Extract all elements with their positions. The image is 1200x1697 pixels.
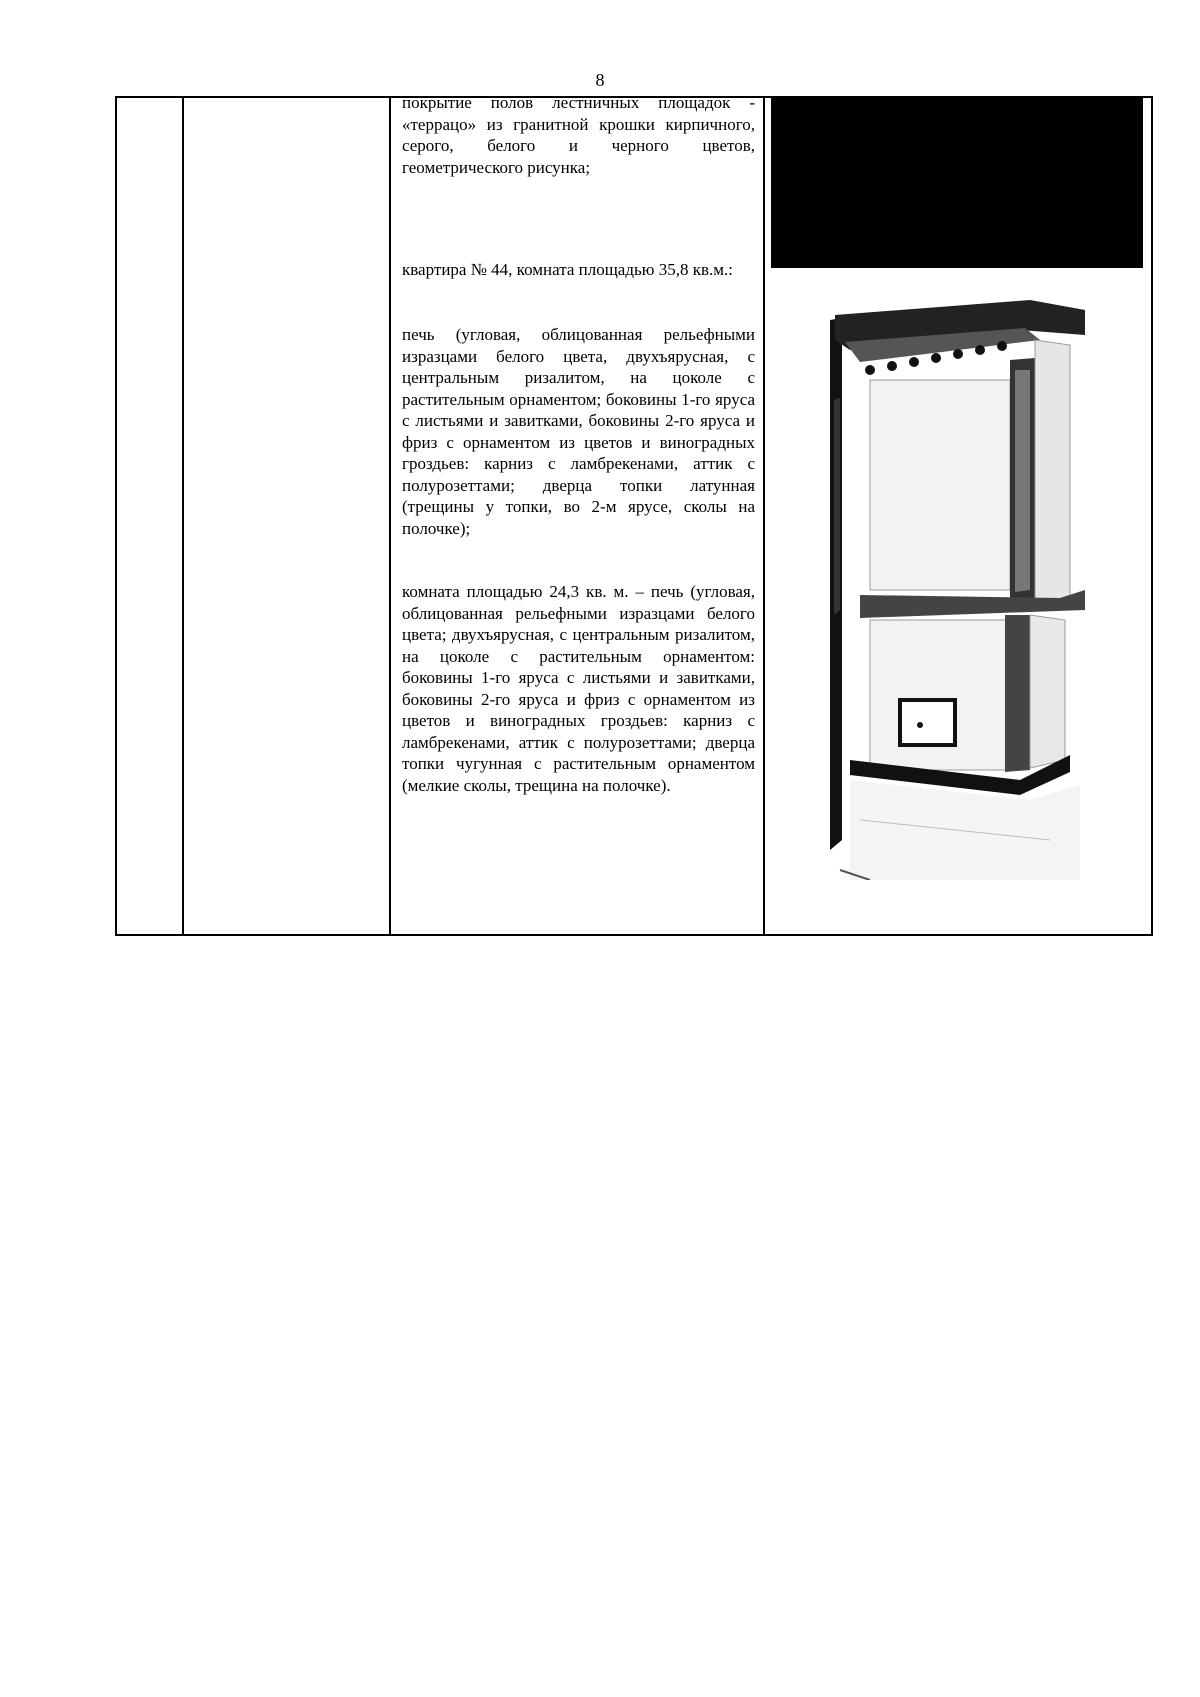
column-divider	[389, 98, 391, 934]
document-table	[115, 93, 1153, 936]
paragraph-floor-covering: покрытие полов лестничных площадок - «террацо» из гранитной крошки кирпичного, серого, белого и черного цветов, геометрического рисунка;	[402, 93, 755, 177]
column-divider	[182, 98, 184, 934]
paragraph-stove-room-2: комната площадью 24,3 кв. м. – печь (угловая, облицованная рельефными изразцами белого цвета; двухъярусная, с центральным ризалитом, на цоколе с растительным орнаментом: боковины 1-го яруса с листьями и завитками, боковины 2-го яруса и фриз с орнаментом из цветов и виноградных гроздьев: карниз с ламбрекенами, аттик с полурозеттами; дверца топки чугунная с растительным орнаментом (мелкие сколы, трещина на полочке).	[402, 582, 755, 795]
paragraph-stove-room-1: печь (угловая, облицованная рельефными изразцами белого цвета, двухъярусная, с центральным ризалитом, на цоколе с растительным орнаментом; боковины 1-го яруса с листьями и завитками, боковины 2-го яруса и фриз с орнаментом из цветов и виноградных гроздьев: карниз с ламбрекенами, аттик с полурозеттами; дверца топки латунная (трещины у топки, во 2-м ярусе, сколы на полочке);	[402, 325, 755, 538]
photo-dark	[771, 98, 1143, 268]
paragraph-apartment-heading: квартира № 44, комната площадью 35,8 кв.м.:	[402, 260, 733, 279]
stove-photo	[830, 280, 1085, 880]
page-number: 8	[595, 70, 605, 90]
column-divider	[763, 98, 765, 934]
